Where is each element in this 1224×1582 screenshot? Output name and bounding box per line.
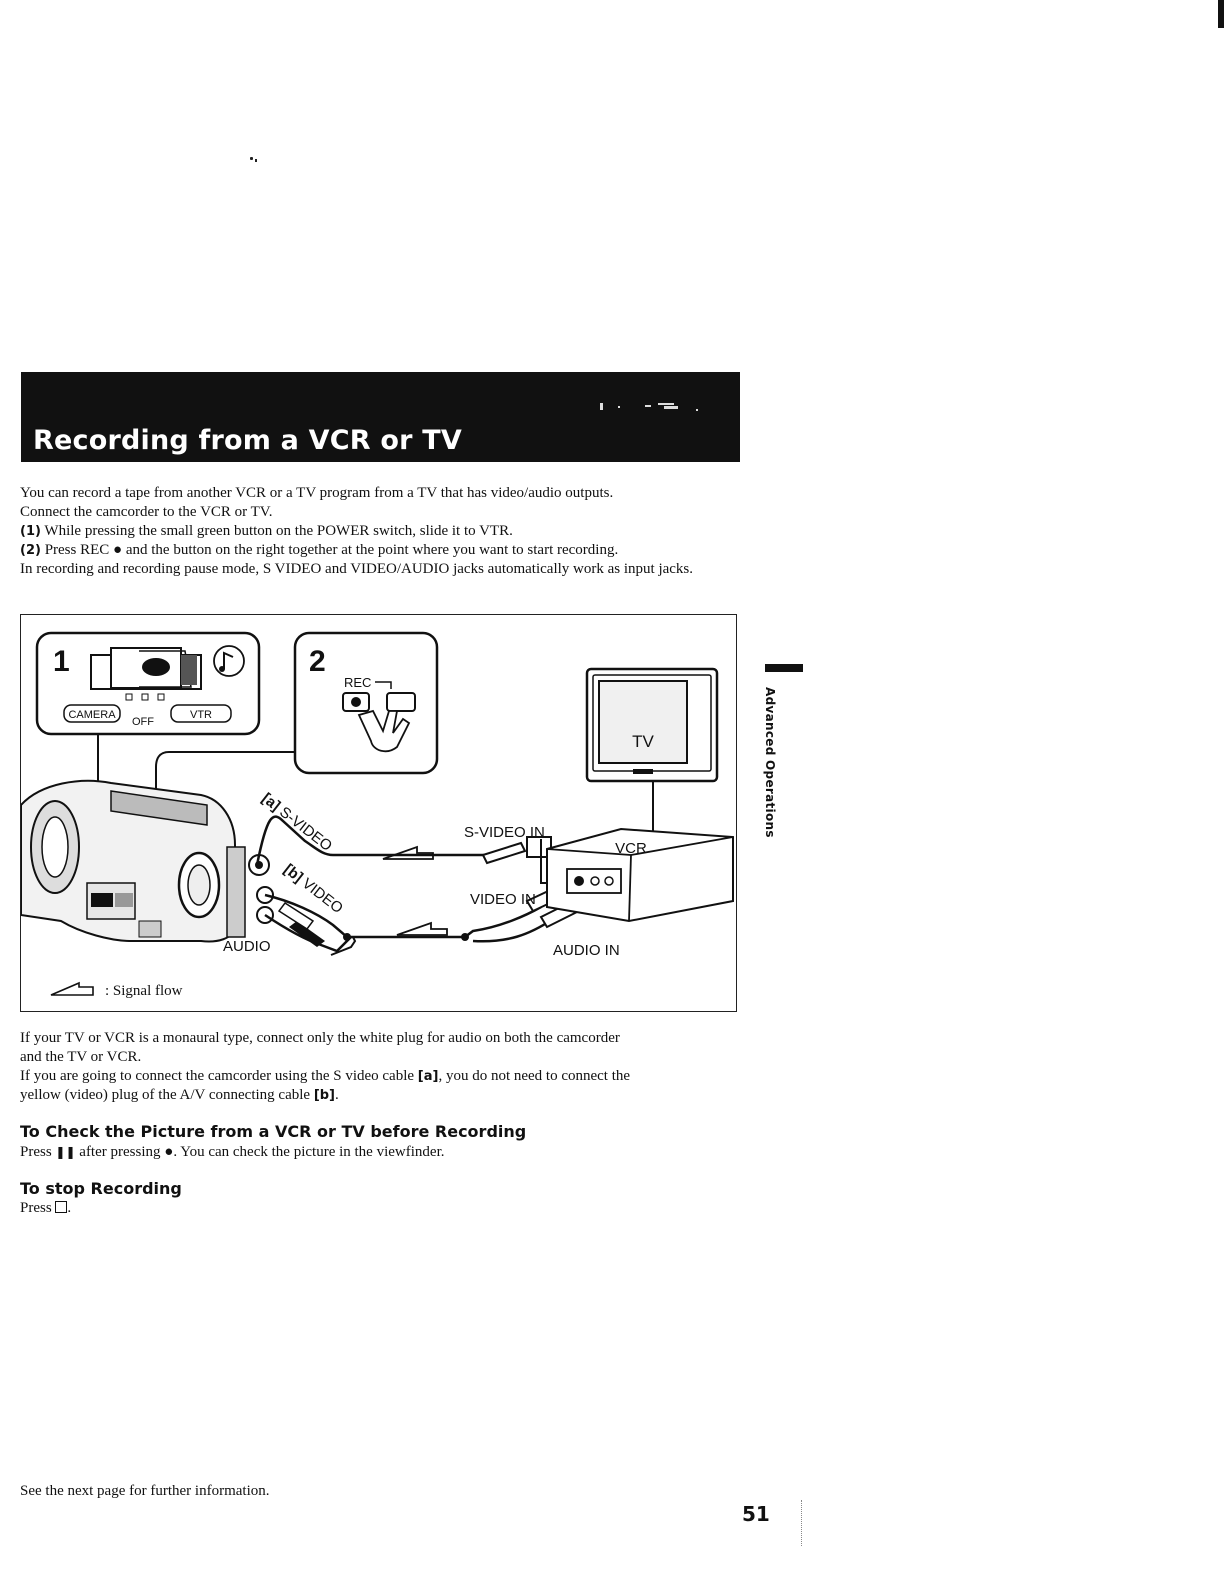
scan-speck — [250, 157, 258, 162]
step-2-text-after: and the button on the right together at the point where you want to start recording. — [125, 542, 619, 558]
svideo-note-middle: , you do not need to connect the — [438, 1068, 631, 1084]
stop-recording-heading: To stop Recording — [20, 1179, 182, 1198]
margin-dotted-line — [801, 1500, 803, 1546]
title-decoration — [600, 400, 710, 412]
vcr-illustration — [547, 829, 733, 921]
record-dot-icon: ● — [164, 1144, 174, 1160]
step-1-text: While pressing the small green button on the POWER switch, slide it to VTR. — [44, 523, 513, 539]
title-bar — [21, 372, 740, 462]
hand-press-icon — [214, 646, 244, 676]
intro-line: Connect the camcorder to the VCR or TV. — [20, 504, 273, 520]
section-side-label: Advanced Operations — [763, 687, 777, 838]
stop-text-end: . — [67, 1200, 72, 1216]
check-text-rest: . You can check the picture in the viewfinder. — [173, 1144, 445, 1160]
audio-label: AUDIO — [223, 938, 271, 955]
tv-illustration — [587, 669, 717, 781]
switch-off-label: OFF — [132, 716, 154, 728]
rec-buttons-icon — [343, 693, 415, 751]
step-1-number: (1) — [20, 524, 41, 539]
svideo-note-line — [20, 1086, 740, 1105]
cable-a-name: S-VIDEO — [276, 803, 336, 855]
intro-line: In recording and recording pause mode, S VIDEO and VIDEO/AUDIO jacks automatically work as input jacks. — [20, 561, 694, 577]
svideo-note-b: [b] — [313, 1088, 336, 1103]
step-1-box — [37, 633, 259, 734]
step-1 — [20, 522, 740, 541]
notes-text — [20, 1029, 740, 1105]
corner-registration-mark — [1218, 0, 1224, 28]
cable-b-tag: [b] — [280, 860, 307, 886]
side-tab-marker — [765, 664, 803, 672]
check-picture-heading: To Check the Picture from a VCR or TV before Recording — [20, 1122, 527, 1141]
check-text-after: after pressing — [79, 1144, 161, 1160]
step-1-number-label: 1 — [53, 645, 70, 678]
step-2-box — [295, 633, 437, 773]
stop-text-press: Press — [20, 1200, 52, 1216]
switch-camera-label: CAMERA — [68, 709, 116, 721]
audio-in-label: AUDIO IN — [553, 942, 620, 959]
check-picture-text — [20, 1143, 444, 1162]
s-video-in-label: S-VIDEO IN — [464, 824, 545, 841]
stop-recording-text — [20, 1199, 71, 1218]
page-title: Recording from a VCR or TV — [33, 425, 462, 456]
cable-a-tag: [a] — [258, 789, 284, 815]
signal-flow-legend — [51, 983, 183, 999]
mono-note-line: If your TV or VCR is a monaural type, connect only the white plug for audio on both the camcorder — [20, 1030, 620, 1046]
switch-vtr-label: VTR — [190, 709, 212, 721]
page-number: 51 — [742, 1502, 770, 1526]
power-switch-icon — [91, 648, 201, 689]
cable-b-name: VIDEO — [298, 875, 347, 918]
intro-line: You can record a tape from another VCR or a TV program from a TV that has video/audio outputs. — [20, 485, 614, 501]
svideo-note-before: If you are going to connect the camcorder using the S video cable — [20, 1068, 415, 1084]
signal-flow-arrow — [383, 847, 433, 859]
step-2 — [20, 541, 740, 560]
svideo-note-end: . — [335, 1087, 339, 1103]
step-2-text-before: Press REC — [44, 542, 110, 558]
check-text-press: Press — [20, 1144, 52, 1160]
rec-label: REC — [344, 675, 372, 690]
connection-diagram — [20, 614, 737, 1012]
record-dot-icon: ● — [113, 542, 123, 558]
footer-note: See the next page for further information. — [20, 1483, 270, 1499]
camcorder-illustration — [21, 781, 273, 942]
video-in-label: VIDEO IN — [470, 891, 536, 908]
tv-label: TV — [632, 732, 654, 751]
svideo-note-line2: yellow (video) plug of the A/V connecting cable — [20, 1087, 311, 1103]
mono-note-line: and the TV or VCR. — [20, 1049, 142, 1065]
stop-square-icon — [55, 1201, 67, 1213]
svideo-note-a: [a] — [417, 1069, 439, 1084]
legend-text: : Signal flow — [105, 983, 183, 999]
svideo-note-line — [20, 1067, 740, 1086]
step-2-number-label: 2 — [309, 645, 326, 678]
signal-flow-arrow — [397, 923, 447, 935]
intro-text — [20, 484, 740, 579]
pause-icon: ❚❚ — [55, 1145, 76, 1159]
vcr-label: VCR — [615, 840, 647, 857]
step-2-number: (2) — [20, 543, 41, 558]
